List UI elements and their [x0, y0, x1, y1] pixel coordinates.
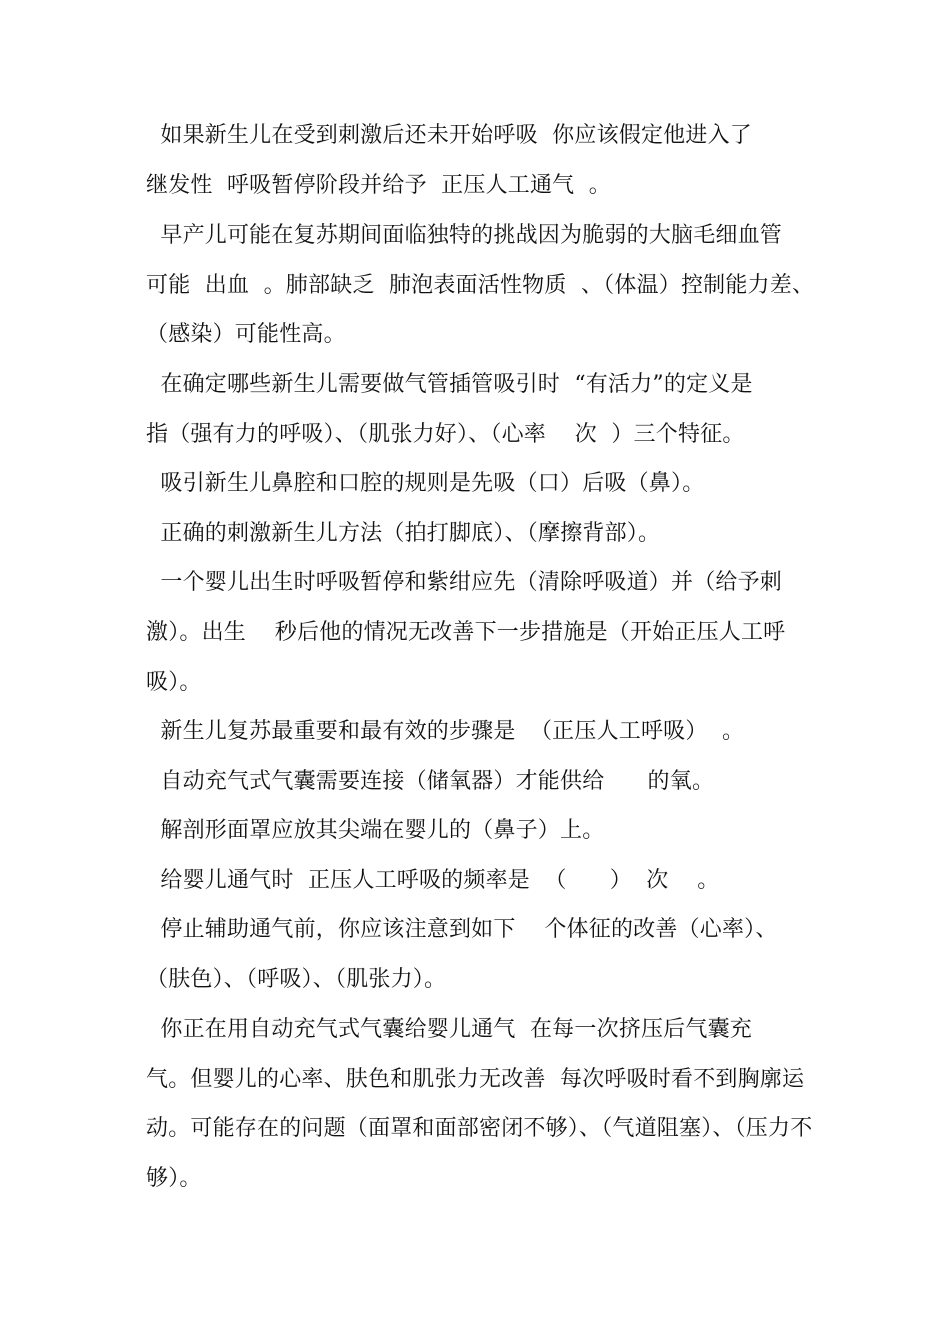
- paragraph-line: 够）。: [146, 1166, 202, 1191]
- paragraph-line: 你正在用自动充气式气囊给婴儿通气 在每一次挤压后气囊充: [146, 1017, 752, 1042]
- paragraph-line: 激）。出生 秒后他的情况无改善下一步措施是（开始正压人工呼: [146, 620, 786, 645]
- paragraph-line: （肤色）、（呼吸）、（肌张力）。: [146, 967, 447, 992]
- paragraph-line: 在确定哪些新生儿需要做气管插管吸引时 “有活力”的定义是: [146, 372, 753, 397]
- paragraph-line: 给婴儿通气时 正压人工呼吸的频率是 （ ） 次 。: [146, 868, 720, 893]
- paragraph-line: （感染）可能性高。: [146, 322, 346, 347]
- paragraph-line: 正确的刺激新生儿方法（拍打脚底）、（摩擦背部）。: [146, 521, 661, 546]
- paragraph-line: 指（强有力的呼吸）、（肌张力好）、（心率 次 ）三个特征。: [146, 422, 745, 447]
- paragraph-line: 解剖形面罩应放其尖端在婴儿的（鼻子）上。: [146, 818, 605, 843]
- paragraph-line: 一个婴儿出生时呼吸暂停和紫绀应先（清除呼吸道）并（给予刺: [146, 570, 782, 595]
- paragraph-line: 可能 出血 。肺部缺乏 肺泡表面活性物质 、（体温）控制能力差、: [146, 273, 815, 298]
- paragraph-line: 气。但婴儿的心率、肤色和肌张力无改善 每次呼吸时看不到胸廓运: [146, 1067, 805, 1092]
- paragraph-line: 停止辅助通气前，你应该注意到如下 个体征的改善（心率）、: [146, 917, 778, 942]
- paragraph-line: 吸引新生儿鼻腔和口腔的规则是先吸（口）后吸（鼻）。: [146, 471, 705, 496]
- paragraph-line: 吸）。: [146, 670, 202, 695]
- paragraph-line: 新生儿复苏最重要和最有效的步骤是 （正压人工呼吸） 。: [146, 719, 745, 744]
- paragraph-line: 动。可能存在的问题（面罩和面部密闭不够）、（气道阻塞）、（压力不: [146, 1116, 813, 1141]
- paragraph-line: 继发性 呼吸暂停阶段并给予 正压人工通气 。: [146, 173, 611, 198]
- paragraph-line: 自动充气式气囊需要连接（储氧器）才能供给 的氧。: [146, 769, 715, 794]
- paragraph-line: 早产儿可能在复苏期间面临独特的挑战因为脆弱的大脑毛细血管: [146, 223, 782, 248]
- paragraph-line: 如果新生儿在受到刺激后还未开始呼吸 你应该假定他进入了: [146, 123, 752, 148]
